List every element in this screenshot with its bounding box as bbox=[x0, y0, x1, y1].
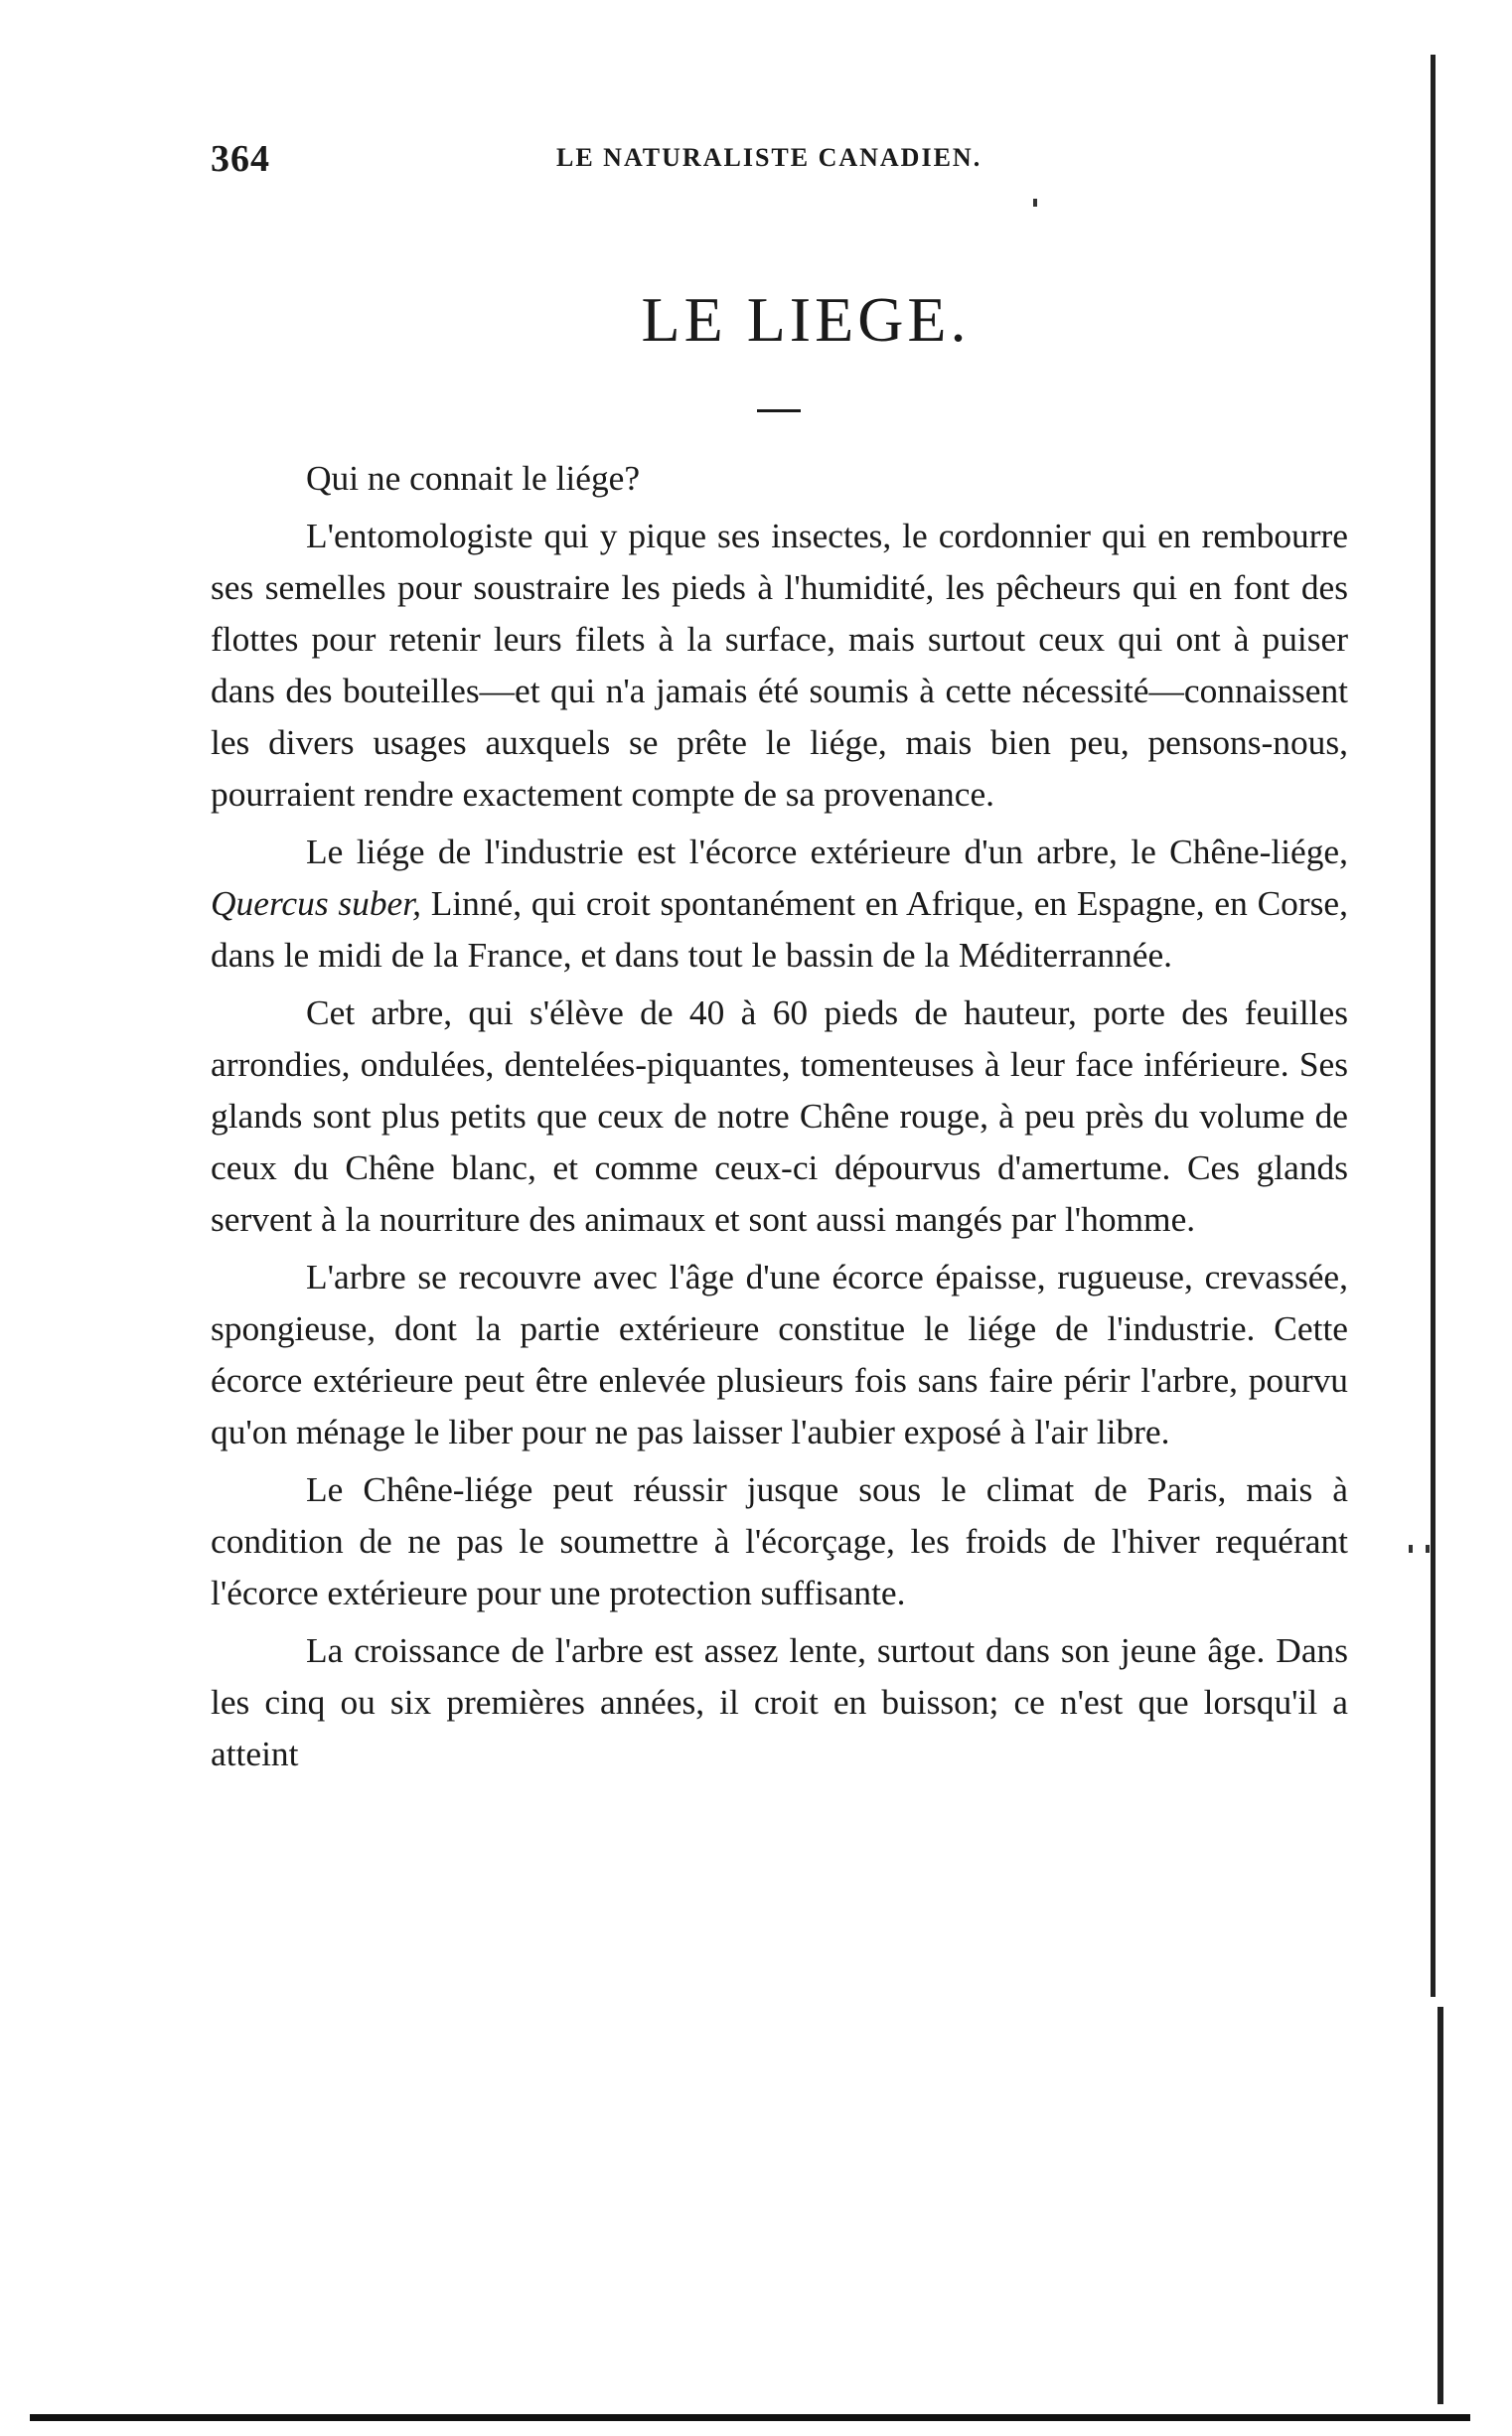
margin-rule-lower bbox=[1437, 2007, 1443, 2404]
latin-name: Quercus suber, bbox=[211, 883, 421, 923]
page-number: 364 bbox=[211, 138, 270, 180]
article-title: LE LIEGE. bbox=[641, 284, 971, 355]
journal-title: LE NATURALISTE CANADIEN. bbox=[556, 143, 983, 172]
bottom-rule bbox=[30, 2414, 1470, 2421]
paragraph-6: Le Chêne-liége peut réussir jusque sous le climat de Paris, mais à condition de ne pas le soumettre à l'écorçage, les froids de l'hiver requérant l'écorce extérieure pour une protection suffisante. bbox=[211, 1469, 1348, 1612]
running-head bbox=[211, 137, 1075, 187]
title-rule bbox=[757, 409, 801, 412]
paragraph-4: Cet arbre, qui s'élève de 40 à 60 pieds de hauteur, porte des feuilles arrondies, ondulées, dentelées-piquantes, tomenteuses à leur face inférieure. Ses glands sont plus petits que ceux de notre Chêne rouge, à peu près du volume de ceux du Chêne blanc, et comme ceux-ci dépourvus d'amertume. Ces glands servent à la nourriture des animaux et sont aussi mangés par l'homme. bbox=[211, 992, 1348, 1239]
paragraph-3: Le liége de l'industrie est l'écorce extérieure d'un arbre, le Chêne-liége, Quercus suber, Linné, qui croit spontanément en Afrique, en Espagne, en Corse, dans le midi de la France, et dans tout le bassin de la Méditerrannée. bbox=[211, 832, 1348, 975]
scan-speck bbox=[1033, 199, 1037, 207]
paragraph-2: L'entomologiste qui y pique ses insectes, le cordonnier qui en rembourre ses semelles pour soustraire les pieds à l'humidité, les pêcheurs qui en font des flottes pour retenir leurs filets à la surface, mais surtout ceux qui ont à puiser dans des bouteilles—et qui n'a jamais été soumis à cette nécessité—connaissent les divers usages auxquels se prête le liége, mais bien peu, pensons-nous, pourraient rendre exactement compte de sa provenance. bbox=[211, 516, 1348, 814]
article-body bbox=[211, 452, 1348, 1779]
paragraph-5: L'arbre se recouvre avec l'âge d'une écorce épaisse, rugueuse, crevassée, spongieuse, dont la partie extérieure constitue le liége de l'industrie. Cette écorce extérieure peut être enlevée plusieurs fois sans faire périr l'arbre, pourvu qu'on ménage le liber pour ne pas laisser l'aubier exposé à l'air libre. bbox=[211, 1257, 1348, 1451]
margin-rule bbox=[1431, 55, 1436, 1997]
scan-speck bbox=[1409, 1545, 1413, 1553]
scan-speck bbox=[1426, 1545, 1430, 1553]
paragraph-7: La croissance de l'arbre est assez lente, surtout dans son jeune âge. Dans les cinq ou six premières années, il croit en buisson; ce n'est que lorsqu'il a atteint bbox=[211, 1630, 1348, 1773]
paragraph-1: Qui ne connait le liége? bbox=[306, 458, 641, 498]
